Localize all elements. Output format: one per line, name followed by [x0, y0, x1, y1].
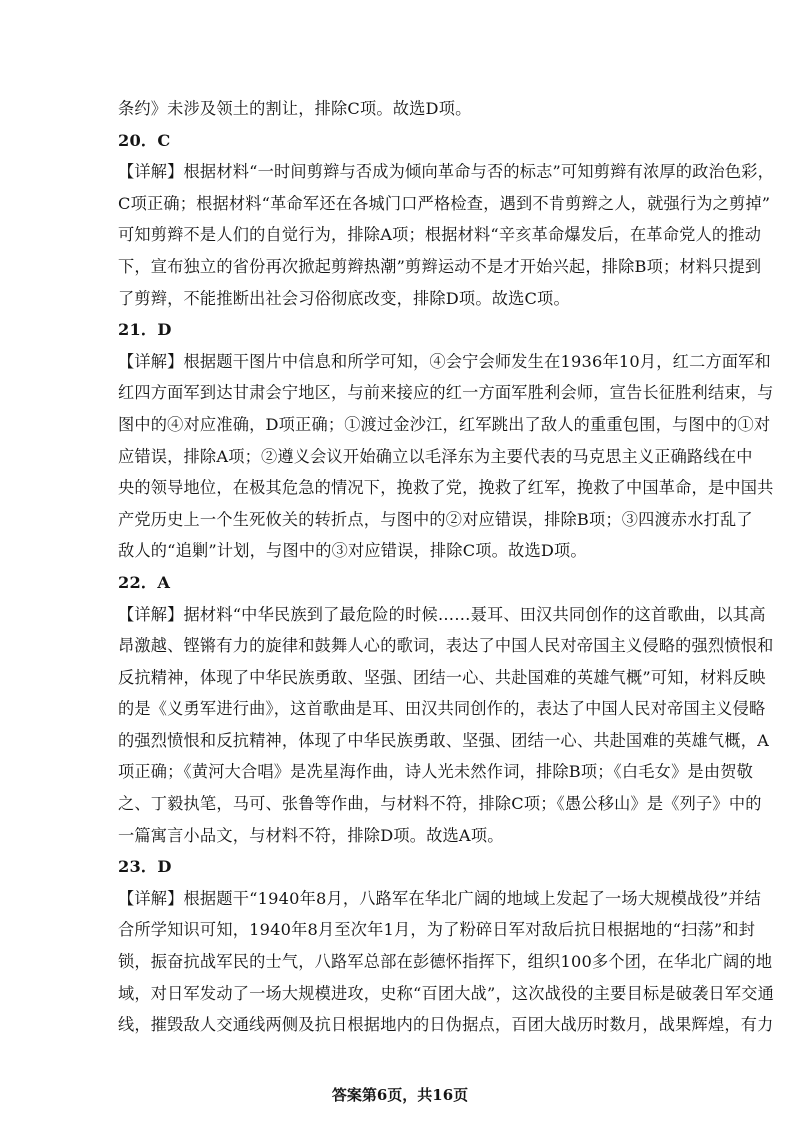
- text-line: 的强烈愤恨和反抗精神，体现了中华民族勇敢、坚强、团结一心、共赴国难的英雄气概，A: [118, 730, 769, 750]
- answer-body: [118, 93, 775, 1041]
- text-line: 了剪辫，不能推断出社会习俗彻底改变，排除D项。故选C项。: [118, 288, 570, 308]
- text-line: 央的领导地位，在极其危急的情况下，挽救了党，挽救了红军，挽救了中国革命，是中国共: [118, 478, 774, 498]
- text-line: 【详解】根据题干“1940年8月，八路军在华北广阔的地域上发起了一场大规模战役”并结: [118, 888, 762, 908]
- text-line: 可知剪辫不是人们的自觉行为，排除A项；根据材料“辛亥革命爆发后，在革命党人的推动: [118, 225, 762, 245]
- text-line: 一篇寓言小品文，与材料不符，排除D项。故选A项。: [118, 825, 504, 845]
- question-number: 23．D: [118, 857, 172, 877]
- text-line: 【详解】根据材料“一时间剪辫与否成为倾向革命与否的标志”可知剪辫有浓厚的政治色彩，: [118, 162, 775, 182]
- text-line: 域，对日军发动了一场大规模进攻，史称“百团大战”，这次战役的主要目标是破袭日军交通: [118, 983, 775, 1003]
- text-line: 之、丁毅执笔，马可、张鲁等作曲，与材料不符，排除C项；《愚公移山》是《列子》中的: [118, 794, 762, 814]
- text-line: 应错误，排除A项；②遵义会议开始确立以毛泽东为主要代表的马克思主义正确路线在中: [118, 446, 753, 466]
- text-line: 图中的④对应准确，D项正确；①渡过金沙江，红军跳出了敌人的重重包围，与图中的①对: [118, 414, 771, 434]
- question-number: 20．C: [118, 130, 171, 150]
- text-line: 线，摧毁敌人交通线两侧及抗日根据地内的日伪据点，百团大战历时数月，战果辉煌，有力: [118, 1015, 774, 1035]
- text-line: 产党历史上一个生死攸关的转折点，与图中的②对应错误，排除B项；③四渡赤水打乱了: [118, 509, 753, 529]
- text-line: 锁，振奋抗战军民的士气，八路军总部在彭德怀指挥下，组织100多个团，在华北广阔的地: [118, 952, 773, 972]
- text-line: 项正确；《黄河大合唱》是冼星海作曲，诗人光未然作词，排除B项；《白毛女》是由贺敬: [118, 762, 754, 782]
- text-line: 下，宣布独立的省份再次掀起剪辫热潮”剪辫运动不是才开始兴起，排除B项；材料只提到: [118, 256, 762, 276]
- question-number: 22．A: [118, 572, 171, 592]
- text-line: 红四方面军到达甘肃会宁地区，与前来接应的红一方面军胜利会师，宣告长征胜利结束，与: [118, 383, 774, 403]
- text-line: 【详解】据材料“中华民族到了最危险的时候……聂耳、田汉共同创作的这首歌曲，以其高: [118, 604, 766, 624]
- text-line: 条约》未涉及领土的割让，排除C项。故选D项。: [118, 99, 472, 118]
- text-line: C项正确；根据材料“革命军还在各城门口严格检查，遇到不肯剪辫之人，就强行为之剪掉”: [118, 193, 771, 213]
- page-number-footer: 答案第6页，共16页: [331, 1086, 469, 1104]
- text-line: 【详解】根据题干图片中信息和所学可知，④会宁会师发生在1936年10月，红二方面军和: [118, 351, 771, 371]
- text-line: 的是《义勇军进行曲》，这首歌曲是耳、田汉共同创作的，表达了中国人民对帝国主义侵略: [118, 699, 766, 719]
- text-line: 合所学知识可知，1940年8月至次年1月，为了粉碎日军对敌后抗日根据地的“扫荡”和封: [118, 920, 756, 940]
- question-number: 21．D: [118, 320, 172, 340]
- text-line: 昂激越、铿锵有力的旋律和鼓舞人心的歌词，表达了中国人民对帝国主义侵略的强烈愤恨和: [118, 636, 774, 656]
- text-line: 敌人的“追剿”计划，与图中的③对应错误，排除C项。故选D项。: [118, 541, 587, 561]
- text-line: 反抗精神，体现了中华民族勇敢、坚强、团结一心、共赴国难的英雄气概”可知，材料反映: [118, 667, 766, 687]
